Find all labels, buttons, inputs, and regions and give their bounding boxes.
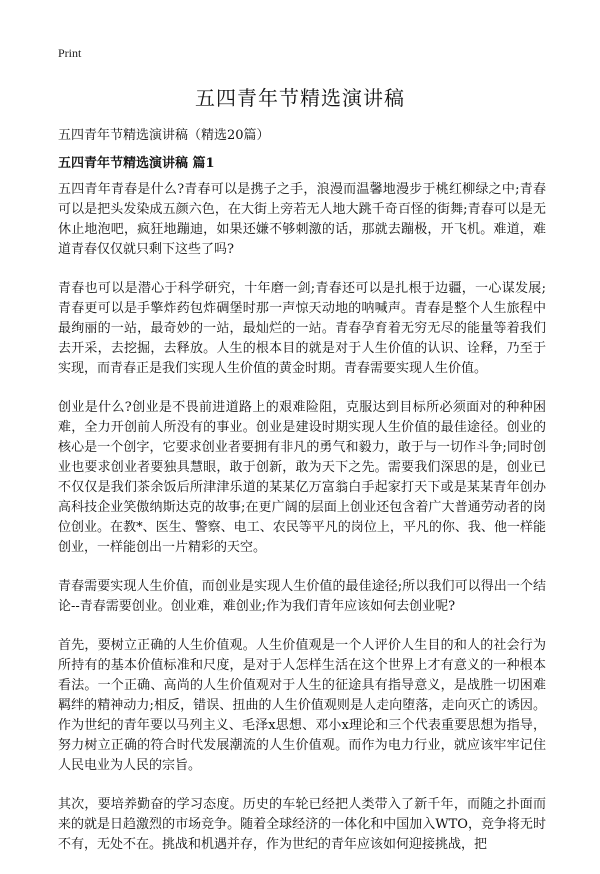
paragraph-5: 首先，要树立正确的人生价值观。人生价值观是一个人评价人生目的和人的社会行为所持有的基本价值标准和尺度，是对于人怎样生活在这个世界上才有意义的一种根本看法。一个正确、高尚的人生价值观对于人生的征途具有指导意义，是战胜一切困难羁绊的精神动力;相反，错误、扭曲的人生价值观则是人走向堕落，走向灭亡的诱因。作为世纪的青年要以马列主义、毛泽x思想、邓小x理论和三个代表重要思想为指导，努力树立正确的符合时代发展潮流的人生价值观。而作为电力行业，就应该牢牢记住人民电业为人民的宗旨。 — [58, 638, 546, 773]
page-title: 五四青年节精选演讲稿 — [195, 86, 405, 110]
document-body — [58, 180, 546, 874]
paragraph-2: 青春也可以是潜心于科学研究，十年磨一剑;青春还可以是扎根于边疆，一心谋发展;青春更可以是手擎炸药包炸碉堡时那一声惊天动地的呐喊声。青春是整个人生旅程中最绚丽的一站，最奇妙的一站，最灿烂的一站。青春孕育着无穷无尽的能量等着我们去开采，去挖掘，去释放。人生的根本目的就是对于人生价值的认识、诠释，乃至于实现，而青春正是我们实现人生价值的黄金时期。青春需要实现人生价值。 — [58, 281, 546, 376]
section-heading: 五四青年节精选演讲稿 篇1 — [58, 156, 215, 171]
paragraph-1: 五四青年青春是什么?青春可以是携子之手，浪漫而温馨地漫步于桃红柳绿之中;青春可以是把头发染成五颜六色，在大街上旁若无人地大跳千奇百怪的街舞;青春可以是无休止地泡吧，疯狂地蹦迪，如果还嫌不够刺激的话，那就去蹦极，开飞机。难道，难道青春仅仅就只剩下这些了吗? — [58, 182, 546, 257]
paragraph-3: 创业是什么?创业是不畏前进道路上的艰难险阻，克服达到目标所必须面对的种种困难，全力开创前人所没有的事业。创业是建设时期实现人生价值的最佳途径。创业的核心是一个创字，它要求创业者要拥有非凡的勇气和毅力，敢于与一切作斗争;同时创业也要求创业者要独具慧眼，敢于创新，敢为天下之先。需要我们深思的是，创业已不仅仅是我们茶余饭后所津津乐道的某某亿万富翁白手起家打天下或是某某青年创办高科技企业笑傲纳斯达克的故事;在更广阔的层面上创业还包含着广大普通劳动者的岗位创业。在教*、医生、警察、电工、农民等平凡的岗位上，平凡的你、我、他一样能创业，一样能创出一片精彩的天空。 — [58, 400, 546, 555]
print-label: Print — [58, 46, 82, 60]
paragraph-6: 其次，要培养勤奋的学习态度。历史的车轮已经把人类带入了新千年，而随之扑面而来的就是日趋激烈的市场竞争。随着全球经济的一体化和中国加入WTO，竞争将无时不有，无处不在。挑战和机遇并存，作为世纪的青年应该如何迎接挑战，把 — [58, 797, 546, 852]
paragraph-4: 青春需要实现人生价值，而创业是实现人生价值的最佳途径;所以我们可以得出一个结论--青春需要创业。创业难，难创业;作为我们青年应该如何去创业呢? — [58, 579, 546, 614]
document-subtitle: 五四青年节精选演讲稿（精选20篇） — [58, 128, 270, 143]
